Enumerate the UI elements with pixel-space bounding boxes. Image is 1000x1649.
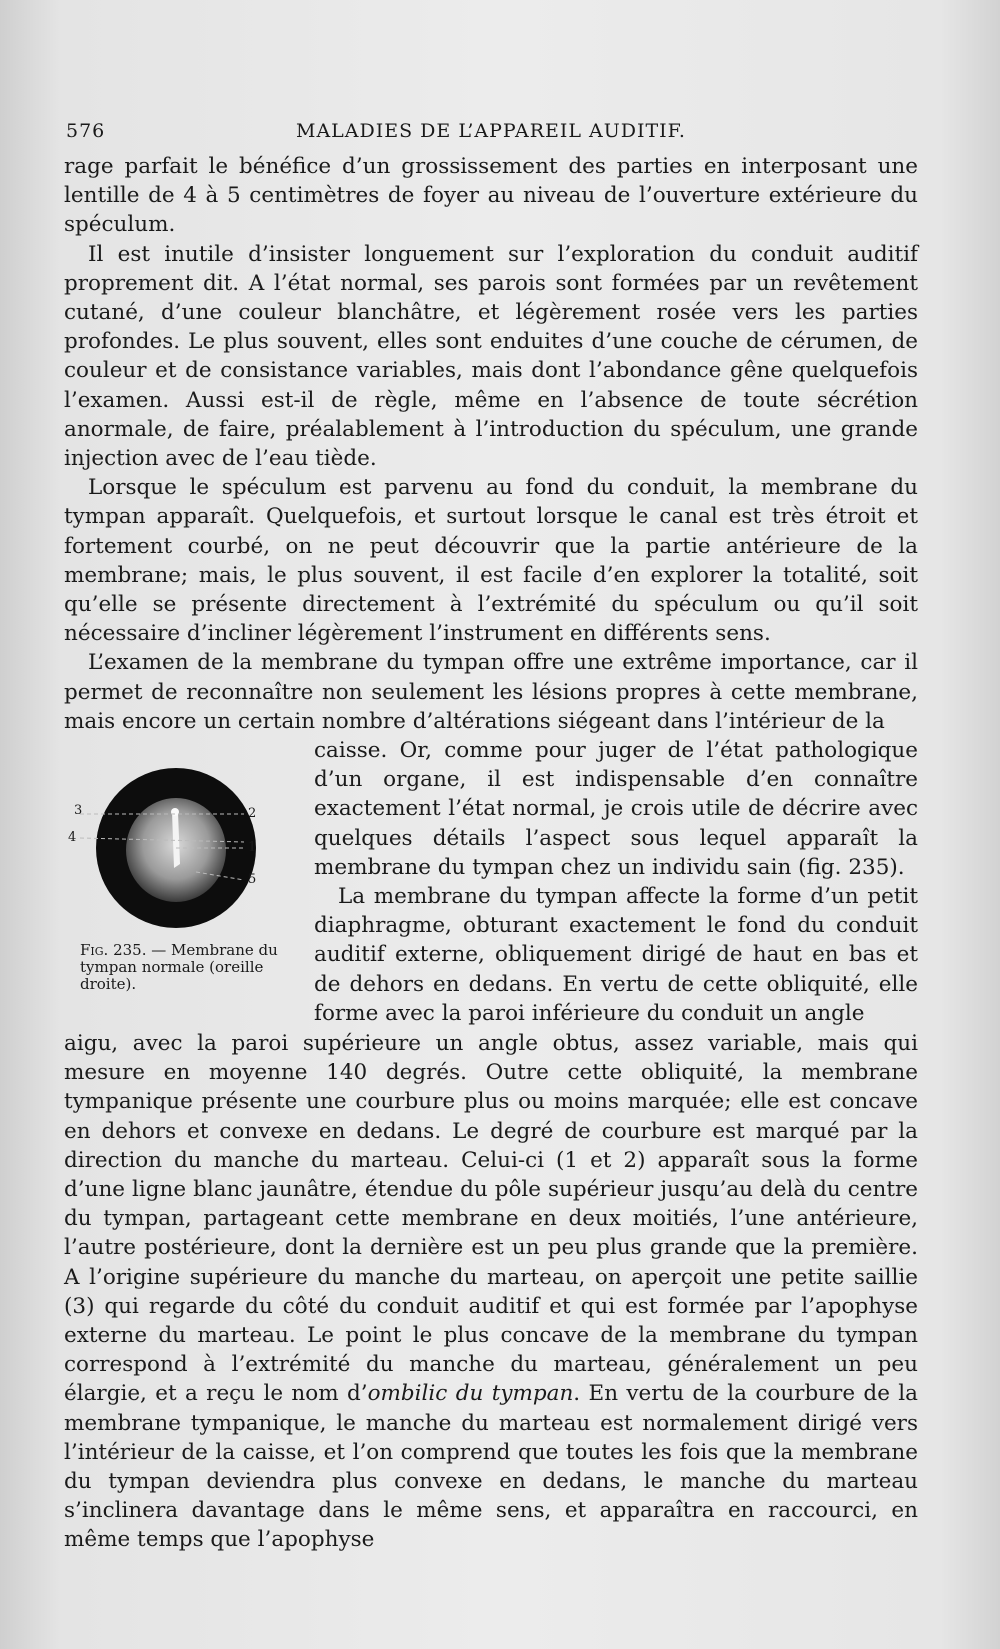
paragraph: Il est inutile d’insister longuement sur l’exploration du conduit auditif proprement dit. A l’état normal, ses parois sont formées par un revêtement cutané, d’une couleur blanchâtre, et légèrement rosée vers les parties profondes. Le plus souvent, elles sont enduites d’une couche de cérumen, de couleur et de consistance variables, mais dont l’abondance gêne quelquefois l’examen. Aussi est-il de règle, même en l’absence de toute sécrétion anormale, de faire, préalablement à l’introduction du spéculum, une grande injection avec de l’eau tiède. [64, 241, 918, 472]
figure-label-1: 1 [248, 840, 257, 855]
figure-caption-text: — Membrane du tympan normale (oreille droite). [80, 941, 278, 993]
figure-235 [66, 760, 286, 1000]
figure-caption-lead: Fig. 235. [80, 941, 147, 959]
body-text-top [64, 152, 918, 736]
page-header [66, 120, 916, 150]
paragraph: Lorsque le spéculum est parvenu au fond du conduit, la membrane du tympan apparaît. Quelquefois, et surtout lorsque le canal est très étroit et fortement courbé, on ne peut découvrir que la partie antérieure de la membrane; mais, le plus souvent, il est facile d’en explorer la totalité, soit qu’elle se présente directement à l’extrémité du spéculum ou qu’il soit nécessaire d’incliner légèrement l’instrument en différents sens. [64, 475, 918, 647]
lateral-process [171, 808, 179, 816]
paragraph: rage parfait le bénéfice d’un grossissement des parties en interposant une lentille de 4 à 5 centimètres de foyer au niveau de l’ouverture extérieure du spéculum. [64, 154, 918, 238]
figure-label-5: 5 [248, 872, 257, 887]
paragraph: L’examen de la membrane du tympan offre une extrême importance, car il permet de reconnaître non seulement les lésions propres à cette membrane, mais encore un certain nombre d’altérations siégeant dans l’intérieur de la [64, 650, 918, 734]
body-text-bottom [64, 1029, 918, 1555]
paragraph: caisse. Or, comme pour juger de l’état pathologique d’un organe, il est indispensable d’en connaître exactement l’état normal, je crois utile de décrire avec quelques détails l’aspect sous lequel apparaît la membrane du tympan chez un individu sain (fig. 235). [314, 738, 918, 880]
figure-label-4: 4 [68, 830, 77, 845]
page-number: 576 [66, 120, 106, 142]
figure-label-2: 2 [248, 806, 257, 821]
paragraph: La membrane du tympan affecte la forme d’un petit diaphragme, obturant exactement le fond du conduit auditif externe, obliquement dirigé de haut en bas et de dehors en dedans. En vertu de cette obliquité, elle forme avec la paroi inférieure du conduit un angle [314, 884, 918, 1026]
italic-term: ombilic du tympan [367, 1381, 574, 1407]
paragraph-text: . En vertu de la courbure de la membrane tympanique, le manche du marteau est normalement dirigé vers l’intérieur de la caisse, et l’on comprend que toutes les fois que la membrane du tympan deviendra plus convexe en dedans, le manche du marteau s’inclinera davantage dans le même sens, et apparaîtra en raccourci, en même temps que l’apophyse [64, 1381, 918, 1553]
figure-caption [80, 942, 290, 993]
running-title: MALADIES DE L’APPAREIL AUDITIF. [296, 120, 686, 142]
paragraph-text: aigu, avec la paroi supérieure un angle obtus, assez variable, mais qui mesure en moyenne 140 degrés. Outre cette obliquité, la membrane tympanique présente une courbure plus ou moins marquée; elle est concave en dehors et convexe en dedans. Le degré de courbure est marqué par la direction du manche du marteau. Celui-ci (1 et 2) apparaît sous la forme d’une ligne blanc jaunâtre, étendue du pôle supérieur jusqu’au delà du centre du tympan, partageant cette membrane en deux moitiés, l’une antérieure, l’autre postérieure, dont la dernière est un peu plus grande que la première. A l’origine supérieure du manche du marteau, on aperçoit une petite saillie (3) qui regarde du côté du conduit auditif et qui est formée par l’apophyse externe du marteau. Le point le plus concave de la membrane du tympan correspond à l’extrémité du manche du marteau, généralement un peu élargie, et a reçu le nom d’ [64, 1031, 918, 1407]
figure-label-3: 3 [74, 803, 83, 818]
paragraph [64, 1029, 918, 1555]
